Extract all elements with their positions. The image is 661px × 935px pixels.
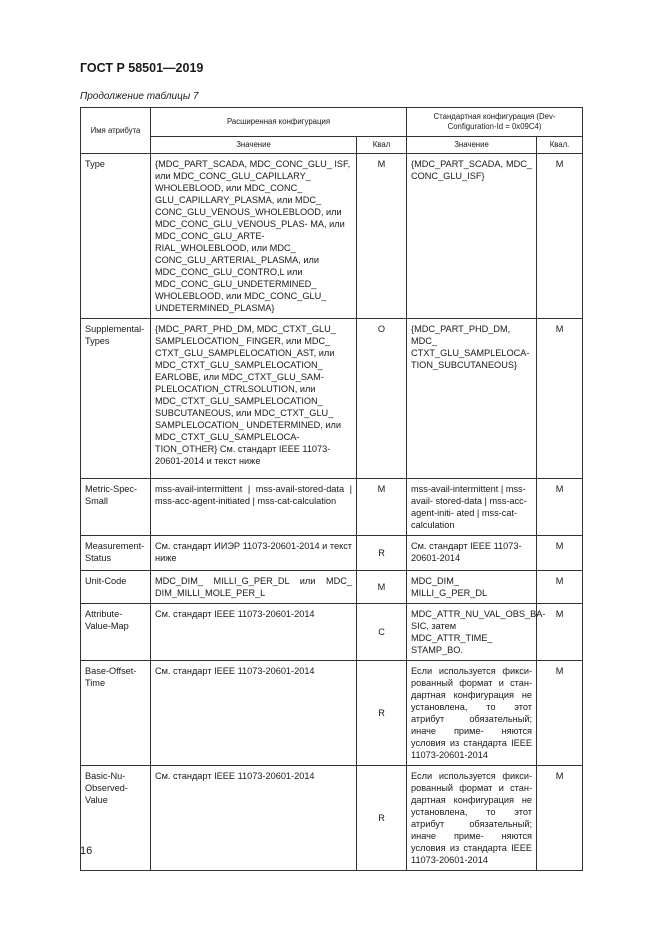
- table-caption: Продолжение таблицы 7: [80, 91, 199, 102]
- ext-qual-cell: M: [357, 479, 407, 536]
- attr-name-cell: Metric-Spec-Small: [81, 479, 151, 536]
- std-value-cell: mss-avail-intermittent | mss-avail- stored-data | mss-acc-agent-initi- ated | mss-cat-calculation: [407, 479, 537, 536]
- std-value-cell: {MDC_PART_SCADA, MDC_ CONC_GLU_ISF}: [407, 154, 537, 319]
- attr-name-cell: Attribute-Value-Map: [81, 604, 151, 661]
- std-qual-cell: M: [537, 766, 583, 871]
- ext-value-cell: См. стандарт IEEE 11073-20601-2014: [151, 604, 357, 661]
- ext-qual-cell: O: [357, 319, 407, 479]
- table-row: [81, 571, 583, 604]
- ext-value-cell: MDC_DIM_ MILLI_G_PER_DL или MDC_ DIM_MILLI_MOLE_PER_L: [151, 571, 357, 604]
- std-qual-cell: M: [537, 661, 583, 766]
- ext-qual-cell: M: [357, 571, 407, 604]
- std-value-cell: Если используется фикси- рованный формат и стан- дартная конфигурация не установлена, то этот атрибут обязательный; иначе приме- няются условия из стандарта IEEE 11073-20601-2014: [407, 766, 537, 871]
- attr-name-cell: Supplemental-Types: [81, 319, 151, 479]
- std-value-cell: MDC_DIM_ MILLI_G_PER_DL: [407, 571, 537, 604]
- ext-qual-cell: R: [357, 661, 407, 766]
- table-row: [81, 319, 583, 479]
- attr-name-cell: Measurement-Status: [81, 536, 151, 571]
- std-value-cell: {MDC_PART_PHD_DM, MDC_ CTXT_GLU_SAMPLELOCA- TION_SUBCUTANEOUS}: [407, 319, 537, 479]
- std-qual-cell: M: [537, 571, 583, 604]
- header-std-qual: Квал.: [537, 137, 583, 154]
- header-ext-value: Значение: [151, 137, 357, 154]
- std-qual-cell: M: [537, 536, 583, 571]
- ext-value-cell: См. стандарт ИИЭР 11073-20601-2014 и текст ниже: [151, 536, 357, 571]
- table-row: [81, 766, 583, 871]
- std-value-cell: Если используется фикси- рованный формат и стан- дартная конфигурация не установлена, то этот атрибут обязательный; иначе приме- няются условия из стандарта IEEE 11073-20601-2014: [407, 661, 537, 766]
- table-row: [81, 604, 583, 661]
- header-standard-config: Стандартная конфигурация (Dev-Configuration-Id = 0x09C4): [407, 108, 583, 137]
- header-ext-qual: Квал: [357, 137, 407, 154]
- std-value-cell: MDC_ATTR_NU_VAL_OBS_BA- SIC, затем MDC_ATTR_TIME_ STAMP_BO.: [407, 604, 537, 661]
- table-row: [81, 661, 583, 766]
- attributes-table: [80, 107, 583, 871]
- header-std-value: Значение: [407, 137, 537, 154]
- table-row: [81, 479, 583, 536]
- attr-name-cell: Base-Offset-Time: [81, 661, 151, 766]
- std-qual-cell: M: [537, 479, 583, 536]
- ext-qual-cell: M: [357, 154, 407, 319]
- ext-qual-cell: R: [357, 766, 407, 871]
- std-qual-cell: M: [537, 604, 583, 661]
- header-extended-config: Расширенная конфигурация: [151, 108, 407, 137]
- table-row: [81, 536, 583, 571]
- std-qual-cell: M: [537, 154, 583, 319]
- ext-value-cell: {MDC_PART_PHD_DM, MDC_CTXT_GLU_ SAMPLELOCATION_ FINGER, или MDC_ CTXT_GLU_SAMPLELOCATION_AST, или MDC_CTXT_GLU_SAMPLELOCATION_ EARLOBE, или MDC_CTXT_GLU_SAM- PLELOCATION_CTRLSOLUTION, или MDC_CTXT_GLU_SAMPLELOCATION_ SUBCUTANEOUS, или MDC_CTXT_GLU_ SAMPLELOCATION_ UNDETERMINED, или MDC_CTXT_GLU_SAMPLELOCA- TION_OTHER} См. стандарт IEEE 11073-20601-2014 и текст ниже: [151, 319, 357, 479]
- ext-value-cell: {MDC_PART_SCADA, MDC_CONC_GLU_ ISF, или MDC_CONC_GLU_CAPILLARY_ WHOLEBLOOD, или MDC_CONC_ GLU_CAPILLARY_PLASMA, или MDC_ CONC_GLU_VENOUS_WHOLEBLOOD, или MDC_CONC_GLU_VENOUS_PLAS- MA, или MDC_CONC_GLU_ARTE- RIAL_WHOLEBLOOD, или MDC_ CONC_GLU_ARTERIAL_PLASMA, или MDC_CONC_GLU_CONTRO,L или MDC_CONC_GLU_UNDETERMINED_ WHOLEBLOOD, или MDC_CONC_GLU_ UNDETERMINED_PLASMA}: [151, 154, 357, 319]
- ext-value-cell: См. стандарт IEEE 11073-20601-2014: [151, 766, 357, 871]
- ext-value-cell: См. стандарт IEEE 11073-20601-2014: [151, 661, 357, 766]
- document-title: ГОСТ Р 58501—2019: [80, 61, 204, 75]
- ext-qual-cell: R: [357, 536, 407, 571]
- page-number: 16: [80, 845, 93, 857]
- ext-value-cell: mss-avail-intermittent | mss-avail-stored-data | mss-acc-agent-initiated | mss-cat-calculation: [151, 479, 357, 536]
- table-row: [81, 154, 583, 319]
- std-qual-cell: M: [537, 319, 583, 479]
- attr-name-cell: Type: [81, 154, 151, 319]
- ext-qual-cell: C: [357, 604, 407, 661]
- header-attr-name: Имя атрибута: [81, 108, 151, 154]
- std-value-cell: См. стандарт IEEE 11073-20601-2014: [407, 536, 537, 571]
- attr-name-cell: Unit-Code: [81, 571, 151, 604]
- attr-name-cell: Basic-Nu-Observed-Value: [81, 766, 151, 871]
